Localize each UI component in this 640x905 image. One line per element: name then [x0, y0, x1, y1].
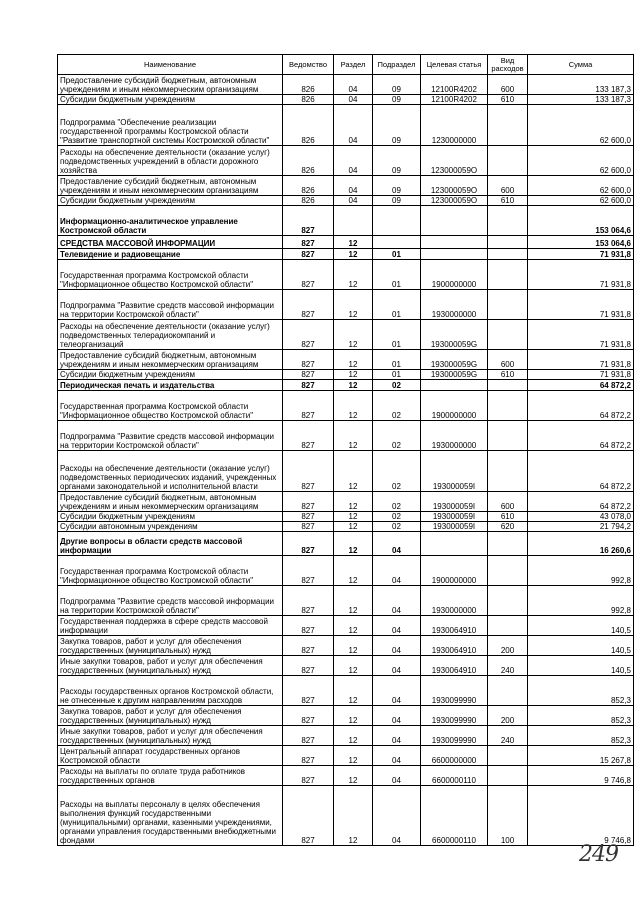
row-sum: 16 260,6 — [528, 532, 634, 556]
row-name: Периодическая печать и издательства — [58, 380, 283, 391]
row-subsection: 02 — [373, 451, 421, 492]
row-target: 12100R4202 — [421, 95, 488, 105]
row-subsection: 09 — [373, 196, 421, 206]
row-type: 200 — [488, 636, 528, 656]
table-row — [58, 236, 634, 249]
row-subsection: 02 — [373, 512, 421, 522]
row-dept: 827 — [283, 370, 334, 380]
row-target — [421, 380, 488, 391]
header-name: Наименование — [58, 55, 283, 75]
row-type: 240 — [488, 726, 528, 746]
row-section: 04 — [334, 95, 373, 105]
row-type — [488, 290, 528, 320]
row-section: 12 — [334, 746, 373, 766]
row-section: 12 — [334, 522, 373, 532]
row-name: Государственная программа Костромской области "Информационное общество Костромской области" — [58, 260, 283, 290]
header-subsection: Подраздел — [373, 55, 421, 75]
row-target: 1930099990 — [421, 726, 488, 746]
header-section: Раздел — [334, 55, 373, 75]
table-row — [58, 451, 634, 492]
row-name: Государственная программа Костромской области "Информационное общество Костромской области" — [58, 391, 283, 421]
row-section: 12 — [334, 586, 373, 616]
row-subsection: 09 — [373, 95, 421, 105]
row-type — [488, 766, 528, 786]
table-row — [58, 249, 634, 260]
row-type — [488, 421, 528, 451]
row-type — [488, 320, 528, 350]
row-target: 1900000000 — [421, 260, 488, 290]
row-sum: 852,3 — [528, 676, 634, 706]
row-type: 240 — [488, 656, 528, 676]
header-type: Вид расходов — [488, 55, 528, 75]
row-subsection: 09 — [373, 105, 421, 146]
row-target: 1900000000 — [421, 556, 488, 586]
row-dept: 827 — [283, 786, 334, 846]
row-sum: 153 064,6 — [528, 206, 634, 236]
row-dept: 827 — [283, 532, 334, 556]
row-name: Расходы на обеспечение деятельности (оказание услуг) подведомственных периодических изданий, учрежденных органами законодательной и исполнительной власти — [58, 451, 283, 492]
row-sum: 71 931,8 — [528, 290, 634, 320]
row-subsection: 02 — [373, 391, 421, 421]
row-dept: 826 — [283, 196, 334, 206]
row-dept: 827 — [283, 451, 334, 492]
row-sum: 153 064,6 — [528, 236, 634, 249]
row-name: Субсидии бюджетным учреждениям — [58, 512, 283, 522]
row-sum: 992,8 — [528, 556, 634, 586]
row-section: 04 — [334, 196, 373, 206]
row-subsection: 01 — [373, 370, 421, 380]
row-section: 12 — [334, 290, 373, 320]
row-type — [488, 105, 528, 146]
row-subsection: 02 — [373, 492, 421, 512]
row-dept: 827 — [283, 249, 334, 260]
header-dept: Ведомство — [283, 55, 334, 75]
row-sum: 71 931,8 — [528, 249, 634, 260]
row-sum: 62 600,0 — [528, 105, 634, 146]
row-sum: 64 872,2 — [528, 492, 634, 512]
row-sum: 71 931,8 — [528, 350, 634, 370]
row-sum: 43 078,0 — [528, 512, 634, 522]
row-name: Предоставление субсидий бюджетным, автономным учреждениям и иным некоммерческим организациям — [58, 75, 283, 95]
row-type: 610 — [488, 512, 528, 522]
row-type — [488, 556, 528, 586]
header-sum: Сумма — [528, 55, 634, 75]
row-target: 193000059I — [421, 492, 488, 512]
row-type: 200 — [488, 706, 528, 726]
row-name: Подпрограмма "Развитие средств массовой информации на территории Костромской области" — [58, 290, 283, 320]
table-row — [58, 95, 634, 105]
table-row — [58, 726, 634, 746]
row-subsection — [373, 206, 421, 236]
row-name: Субсидии бюджетным учреждениям — [58, 196, 283, 206]
row-target: 123000059О — [421, 146, 488, 176]
row-target: 6600000000 — [421, 746, 488, 766]
row-subsection: 04 — [373, 556, 421, 586]
row-subsection: 04 — [373, 676, 421, 706]
row-type — [488, 532, 528, 556]
row-subsection: 04 — [373, 726, 421, 746]
table-row — [58, 176, 634, 196]
row-type — [488, 451, 528, 492]
table-row — [58, 786, 634, 846]
table-row — [58, 421, 634, 451]
row-type: 610 — [488, 370, 528, 380]
row-type — [488, 616, 528, 636]
row-subsection: 04 — [373, 532, 421, 556]
row-type: 600 — [488, 176, 528, 196]
row-subsection: 02 — [373, 421, 421, 451]
row-type: 600 — [488, 75, 528, 95]
row-name: Подпрограмма "Обеспечение реализации государственной программы Костромской области "Развитие транспортной системы Костромской области" — [58, 105, 283, 146]
row-section: 12 — [334, 656, 373, 676]
row-sum: 71 931,8 — [528, 260, 634, 290]
row-type: 610 — [488, 95, 528, 105]
row-target — [421, 236, 488, 249]
row-section: 12 — [334, 556, 373, 586]
row-dept: 827 — [283, 616, 334, 636]
table-row — [58, 706, 634, 726]
table-header-row — [58, 55, 634, 75]
row-type: 600 — [488, 492, 528, 512]
table-row — [58, 766, 634, 786]
row-dept: 827 — [283, 320, 334, 350]
table-row — [58, 586, 634, 616]
table-row — [58, 391, 634, 421]
row-subsection: 01 — [373, 260, 421, 290]
row-subsection — [373, 236, 421, 249]
row-dept: 827 — [283, 746, 334, 766]
row-type — [488, 236, 528, 249]
row-dept: 827 — [283, 586, 334, 616]
row-section: 12 — [334, 532, 373, 556]
row-target: 193000059I — [421, 451, 488, 492]
row-section: 12 — [334, 260, 373, 290]
row-section: 12 — [334, 370, 373, 380]
row-sum: 71 931,8 — [528, 320, 634, 350]
row-name: Государственная программа Костромской области "Информационное общество Костромской области" — [58, 556, 283, 586]
table-row — [58, 196, 634, 206]
row-type — [488, 391, 528, 421]
row-target: 1930000000 — [421, 421, 488, 451]
row-subsection: 04 — [373, 766, 421, 786]
row-dept: 826 — [283, 176, 334, 196]
row-target: 1930099990 — [421, 676, 488, 706]
row-subsection: 01 — [373, 249, 421, 260]
row-type: 620 — [488, 522, 528, 532]
row-sum: 64 872,2 — [528, 451, 634, 492]
row-sum: 140,5 — [528, 636, 634, 656]
row-name: Расходы на обеспечение деятельности (оказание услуг) подведомственных телерадиокомпаний и телеорганизаций — [58, 320, 283, 350]
table-row — [58, 105, 634, 146]
row-type — [488, 206, 528, 236]
table-row — [58, 370, 634, 380]
row-sum: 9 746,8 — [528, 766, 634, 786]
row-dept: 826 — [283, 75, 334, 95]
row-section: 04 — [334, 146, 373, 176]
row-subsection: 04 — [373, 656, 421, 676]
row-name: Предоставление субсидий бюджетным, автономным учреждениям и иным некоммерческим организациям — [58, 492, 283, 512]
row-subsection: 04 — [373, 786, 421, 846]
row-target: 6600000110 — [421, 766, 488, 786]
row-section: 12 — [334, 236, 373, 249]
row-section: 12 — [334, 676, 373, 706]
row-name: Расходы на выплаты персоналу в целях обеспечения выполнения функций государственными (муниципальными) органами, казенными учреждениями, органами управления государственными внебюджетными фондами — [58, 786, 283, 846]
row-sum: 852,3 — [528, 726, 634, 746]
row-dept: 827 — [283, 706, 334, 726]
row-section: 04 — [334, 176, 373, 196]
row-target: 1930064910 — [421, 636, 488, 656]
row-dept: 827 — [283, 556, 334, 586]
row-subsection: 09 — [373, 146, 421, 176]
row-sum: 133 187,3 — [528, 95, 634, 105]
row-subsection: 04 — [373, 746, 421, 766]
row-name: СРЕДСТВА МАССОВОЙ ИНФОРМАЦИИ — [58, 236, 283, 249]
row-dept: 827 — [283, 492, 334, 512]
table-row — [58, 380, 634, 391]
row-dept: 827 — [283, 260, 334, 290]
row-sum: 992,8 — [528, 586, 634, 616]
row-section: 04 — [334, 75, 373, 95]
row-sum: 15 267,8 — [528, 746, 634, 766]
row-type — [488, 676, 528, 706]
row-section: 12 — [334, 380, 373, 391]
row-target: 1930064910 — [421, 616, 488, 636]
row-name: Закупка товаров, работ и услуг для обеспечения государственных (муниципальных) нужд — [58, 636, 283, 656]
row-subsection: 04 — [373, 706, 421, 726]
row-dept: 827 — [283, 236, 334, 249]
row-name: Субсидии бюджетным учреждениям — [58, 95, 283, 105]
row-name: Субсидии автономным учреждениям — [58, 522, 283, 532]
row-target: 193000059G — [421, 350, 488, 370]
row-target — [421, 532, 488, 556]
row-subsection: 04 — [373, 616, 421, 636]
row-dept: 827 — [283, 676, 334, 706]
row-name: Иные закупки товаров, работ и услуг для обеспечения государственных (муниципальных) нужд — [58, 656, 283, 676]
row-target: 1930000000 — [421, 586, 488, 616]
row-target: 1930064910 — [421, 656, 488, 676]
table-row — [58, 206, 634, 236]
row-dept: 827 — [283, 656, 334, 676]
row-section: 12 — [334, 492, 373, 512]
row-sum: 21 794,2 — [528, 522, 634, 532]
row-section: 12 — [334, 249, 373, 260]
row-target: 1930000000 — [421, 290, 488, 320]
row-target: 193000059I — [421, 522, 488, 532]
row-sum: 9 746,8 — [528, 786, 634, 846]
row-section: 04 — [334, 105, 373, 146]
row-sum: 852,3 — [528, 706, 634, 726]
row-section: 12 — [334, 350, 373, 370]
row-target: 193000059G — [421, 320, 488, 350]
row-subsection: 04 — [373, 586, 421, 616]
row-subsection: 09 — [373, 75, 421, 95]
row-target — [421, 206, 488, 236]
row-sum: 133 187,3 — [528, 75, 634, 95]
table-row — [58, 522, 634, 532]
row-dept: 827 — [283, 522, 334, 532]
budget-table — [57, 54, 634, 846]
row-type — [488, 380, 528, 391]
row-subsection: 01 — [373, 350, 421, 370]
row-name: Предоставление субсидий бюджетным, автономным учреждениям и иным некоммерческим организациям — [58, 350, 283, 370]
row-dept: 827 — [283, 206, 334, 236]
row-dept: 827 — [283, 636, 334, 656]
row-name: Информационно-аналитическое управление Костромской области — [58, 206, 283, 236]
row-name: Центральный аппарат государственных органов Костромской области — [58, 746, 283, 766]
row-subsection: 01 — [373, 320, 421, 350]
table-row — [58, 75, 634, 95]
row-section: 12 — [334, 766, 373, 786]
row-target: 193000059I — [421, 512, 488, 522]
row-dept: 827 — [283, 726, 334, 746]
row-section: 12 — [334, 706, 373, 726]
row-target — [421, 249, 488, 260]
row-type — [488, 146, 528, 176]
row-name: Государственная поддержка в сфере средств массовой информации — [58, 616, 283, 636]
row-sum: 62 600,0 — [528, 146, 634, 176]
row-name: Иные закупки товаров, работ и услуг для обеспечения государственных (муниципальных) нужд — [58, 726, 283, 746]
table-row — [58, 532, 634, 556]
row-dept: 827 — [283, 766, 334, 786]
row-sum: 62 600,0 — [528, 196, 634, 206]
row-target: 193000059G — [421, 370, 488, 380]
row-subsection: 02 — [373, 522, 421, 532]
row-section: 12 — [334, 636, 373, 656]
row-name: Подпрограмма "Развитие средств массовой информации на территории Костромской области" — [58, 421, 283, 451]
row-dept: 826 — [283, 95, 334, 105]
row-name: Закупка товаров, работ и услуг для обеспечения государственных (муниципальных) нужд — [58, 706, 283, 726]
row-name: Расходы государственных органов Костромской области, не отнесенные к другим направлениям расходов — [58, 676, 283, 706]
row-section: 12 — [334, 320, 373, 350]
row-sum: 64 872,2 — [528, 380, 634, 391]
row-target: 123000059О — [421, 196, 488, 206]
row-sum: 140,5 — [528, 656, 634, 676]
row-sum: 64 872,2 — [528, 421, 634, 451]
row-sum: 71 931,8 — [528, 370, 634, 380]
row-section: 12 — [334, 421, 373, 451]
row-sum: 140,5 — [528, 616, 634, 636]
row-subsection: 04 — [373, 636, 421, 656]
row-dept: 827 — [283, 350, 334, 370]
row-target: 123000059О — [421, 176, 488, 196]
row-dept: 826 — [283, 105, 334, 146]
row-type — [488, 746, 528, 766]
table-row — [58, 492, 634, 512]
row-name: Подпрограмма "Развитие средств массовой информации на территории Костромской области" — [58, 586, 283, 616]
row-dept: 826 — [283, 146, 334, 176]
row-section: 12 — [334, 512, 373, 522]
row-name: Телевидение и радиовещание — [58, 249, 283, 260]
page-number: 249 — [579, 842, 618, 867]
row-subsection: 02 — [373, 380, 421, 391]
row-target: 1930099990 — [421, 706, 488, 726]
table-row — [58, 320, 634, 350]
row-type — [488, 586, 528, 616]
row-section: 12 — [334, 726, 373, 746]
row-dept: 827 — [283, 380, 334, 391]
row-dept: 827 — [283, 512, 334, 522]
row-type: 600 — [488, 350, 528, 370]
row-section: 12 — [334, 451, 373, 492]
row-section: 12 — [334, 616, 373, 636]
table-row — [58, 350, 634, 370]
row-subsection: 09 — [373, 176, 421, 196]
table-row — [58, 676, 634, 706]
row-dept: 827 — [283, 391, 334, 421]
row-name: Расходы на обеспечение деятельности (оказание услуг) подведомственных учреждений в области дорожного хозяйства — [58, 146, 283, 176]
row-type — [488, 260, 528, 290]
row-section: 12 — [334, 786, 373, 846]
row-name: Субсидии бюджетным учреждениям — [58, 370, 283, 380]
row-dept: 827 — [283, 290, 334, 320]
table-row — [58, 556, 634, 586]
row-section: 12 — [334, 391, 373, 421]
row-name: Предоставление субсидий бюджетным, автономным учреждениям и иным некоммерческим организациям — [58, 176, 283, 196]
row-sum: 64 872,2 — [528, 391, 634, 421]
header-target: Целевая статья — [421, 55, 488, 75]
row-section — [334, 206, 373, 236]
row-type: 610 — [488, 196, 528, 206]
table-row — [58, 746, 634, 766]
row-target: 1230000000 — [421, 105, 488, 146]
row-sum: 62 600,0 — [528, 176, 634, 196]
row-dept: 827 — [283, 421, 334, 451]
table-row — [58, 636, 634, 656]
table-row — [58, 146, 634, 176]
table-row — [58, 512, 634, 522]
row-target: 12100R4202 — [421, 75, 488, 95]
table-row — [58, 616, 634, 636]
table-row — [58, 290, 634, 320]
row-target: 1900000000 — [421, 391, 488, 421]
row-type: 100 — [488, 786, 528, 846]
row-name: Другие вопросы в области средств массовой информации — [58, 532, 283, 556]
row-type — [488, 249, 528, 260]
table-row — [58, 656, 634, 676]
row-target: 6600000110 — [421, 786, 488, 846]
row-name: Расходы на выплаты по оплате труда работников государственных органов — [58, 766, 283, 786]
row-subsection: 01 — [373, 290, 421, 320]
table-row — [58, 260, 634, 290]
